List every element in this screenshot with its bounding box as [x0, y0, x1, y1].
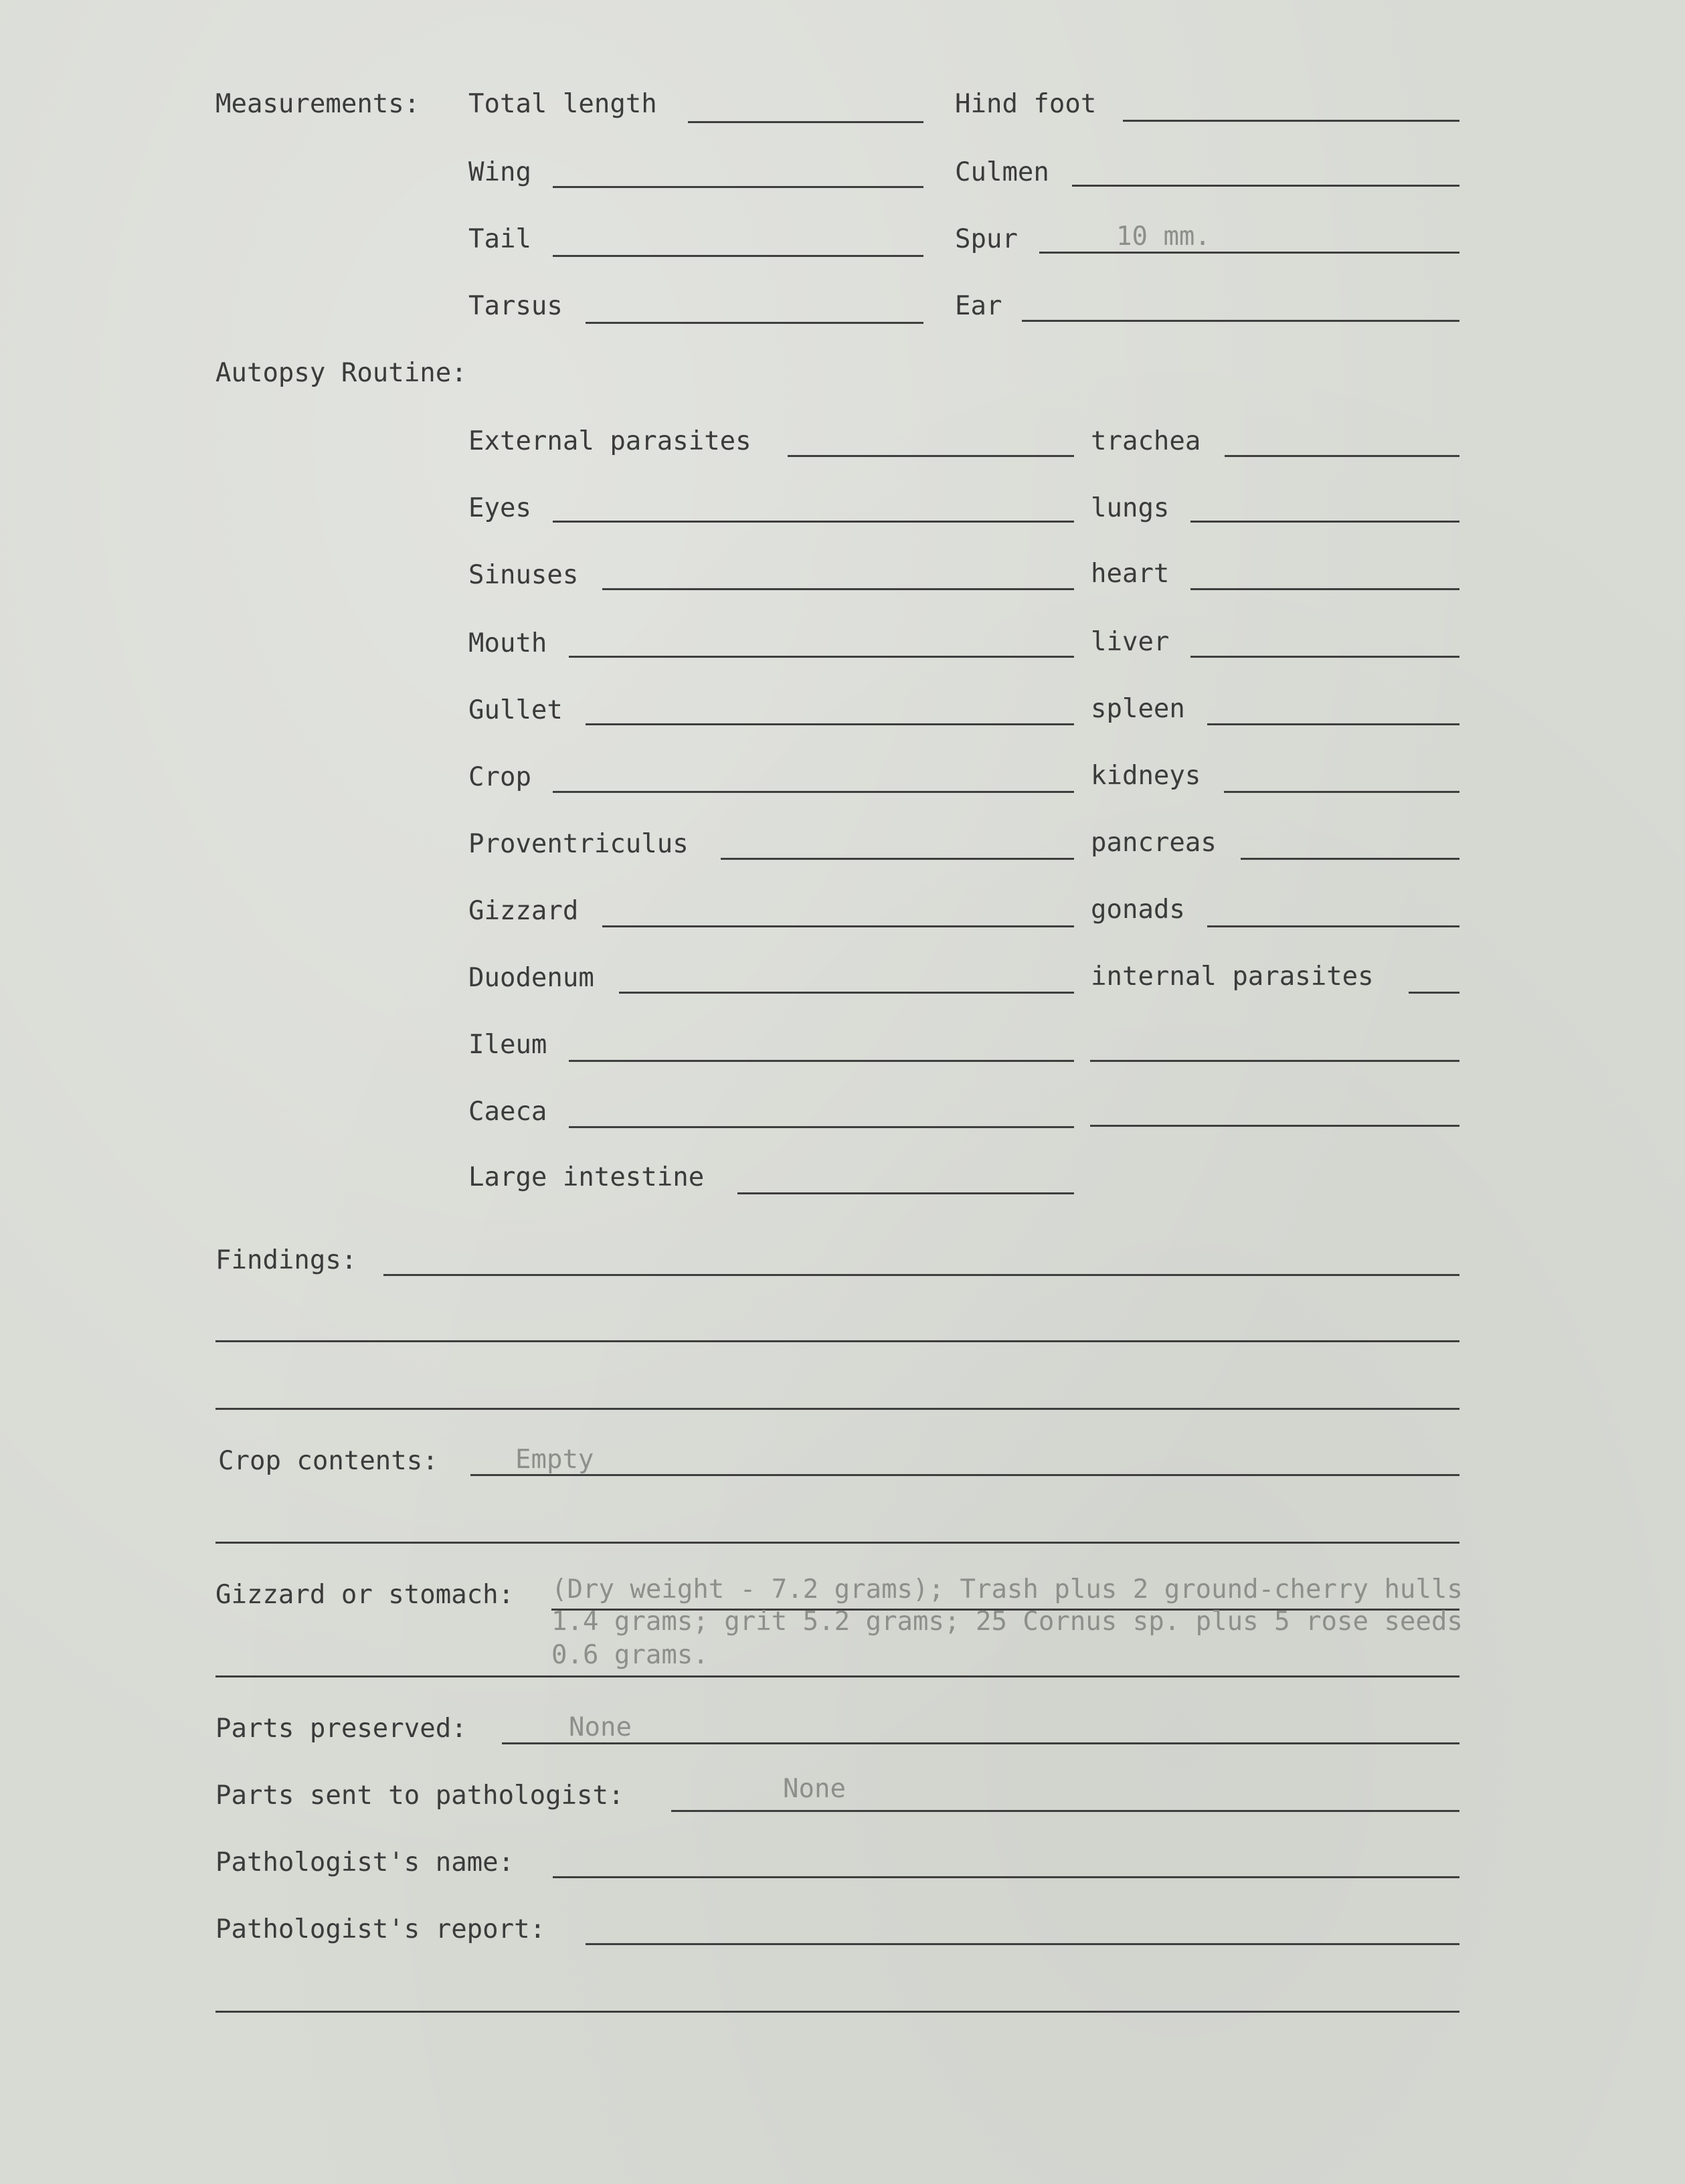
large-intestine-label: Large intestine [468, 1162, 705, 1192]
gizzard-stomach-label: Gizzard or stomach: [215, 1580, 515, 1610]
findings-field-1[interactable] [383, 1274, 1459, 1276]
parts-sent-field[interactable] [671, 1810, 1459, 1812]
eyes-label: Eyes [468, 493, 531, 523]
kidneys-label: kidneys [1091, 761, 1201, 791]
external-parasites-label: External parasites [468, 426, 751, 456]
gizzard-stomach-line-1: (Dry weight - 7.2 grams); Trash plus 2 ground-cherry hulls [551, 1574, 1463, 1605]
parts-preserved-value: None [569, 1712, 632, 1742]
parts-preserved-field[interactable] [502, 1742, 1459, 1744]
culmen-field[interactable] [1072, 185, 1459, 187]
ileum-field[interactable] [569, 1060, 1074, 1062]
wing-label: Wing [468, 157, 531, 187]
gonads-field[interactable] [1207, 925, 1459, 927]
total-length-label: Total length [468, 89, 657, 119]
trachea-label: trachea [1091, 426, 1201, 456]
tail-label: Tail [468, 224, 531, 254]
gullet-label: Gullet [468, 695, 563, 725]
crop-contents-field-2[interactable] [215, 1542, 1459, 1544]
spleen-label: spleen [1091, 694, 1185, 724]
liver-field[interactable] [1190, 656, 1459, 658]
duodenum-label: Duodenum [468, 963, 594, 993]
ear-label: Ear [955, 291, 1002, 321]
crop-contents-label: Crop contents: [218, 1446, 438, 1476]
parts-sent-label: Parts sent to pathologist: [215, 1781, 624, 1811]
crop-label: Crop [468, 762, 531, 792]
mouth-label: Mouth [468, 628, 547, 658]
eyes-field[interactable] [553, 521, 1074, 523]
total-length-field[interactable] [688, 121, 923, 123]
autopsy-routine-label: Autopsy Routine: [215, 358, 467, 388]
proventriculus-label: Proventriculus [468, 829, 689, 859]
mouth-field[interactable] [569, 656, 1074, 658]
parts-preserved-label: Parts preserved: [215, 1714, 467, 1744]
external-parasites-field[interactable] [788, 455, 1074, 457]
findings-label: Findings: [215, 1245, 357, 1275]
wing-field[interactable] [553, 186, 923, 188]
sinuses-label: Sinuses [468, 560, 579, 590]
crop-contents-value: Empty [515, 1445, 594, 1475]
kidneys-field[interactable] [1224, 791, 1459, 793]
extra-right-field-2[interactable] [1090, 1125, 1459, 1127]
pathologist-report-field[interactable] [586, 1943, 1459, 1945]
gonads-label: gonads [1091, 895, 1185, 925]
proventriculus-field[interactable] [721, 858, 1074, 860]
tarsus-label: Tarsus [468, 291, 563, 321]
crop-contents-field[interactable] [470, 1474, 1459, 1476]
sinuses-field[interactable] [602, 588, 1074, 590]
hind-foot-label: Hind foot [955, 89, 1097, 119]
liver-label: liver [1091, 627, 1170, 657]
ear-field[interactable] [1022, 320, 1459, 322]
caeca-field[interactable] [569, 1126, 1074, 1128]
lungs-field[interactable] [1190, 521, 1459, 523]
gullet-field[interactable] [586, 723, 1074, 725]
duodenum-field[interactable] [619, 992, 1074, 994]
pancreas-label: pancreas [1091, 828, 1217, 858]
caeca-label: Caeca [468, 1097, 547, 1127]
gizzard-stomach-line-3: 0.6 grams. [551, 1640, 709, 1670]
spur-label: Spur [955, 224, 1018, 254]
extra-right-field-1[interactable] [1090, 1060, 1459, 1062]
spur-field[interactable] [1039, 252, 1459, 254]
pathologist-name-field[interactable] [553, 1876, 1459, 1878]
pathologist-report-label: Pathologist's report: [215, 1914, 546, 1944]
trachea-field[interactable] [1225, 455, 1459, 457]
findings-field-3[interactable] [215, 1408, 1459, 1410]
tarsus-field[interactable] [586, 322, 923, 324]
ileum-label: Ileum [468, 1030, 547, 1060]
parts-sent-value: None [783, 1774, 846, 1804]
tail-field[interactable] [553, 255, 923, 257]
findings-field-2[interactable] [215, 1340, 1459, 1342]
lungs-label: lungs [1091, 493, 1170, 523]
large-intestine-field[interactable] [737, 1192, 1074, 1194]
heart-field[interactable] [1190, 588, 1459, 590]
internal-parasites-label: internal parasites [1091, 962, 1374, 992]
spur-value: 10 mm. [1116, 221, 1211, 252]
culmen-label: Culmen [955, 157, 1049, 187]
pathologist-report-field-2[interactable] [215, 2011, 1459, 2013]
gizzard-label: Gizzard [468, 896, 579, 926]
pancreas-field[interactable] [1241, 858, 1459, 860]
crop-field[interactable] [553, 791, 1074, 793]
pathologist-name-label: Pathologist's name: [215, 1847, 515, 1878]
gizzard-stomach-line-2: 1.4 grams; grit 5.2 grams; 25 Cornus sp. plus 5 rose seeds [551, 1607, 1463, 1637]
internal-parasites-field[interactable] [1409, 992, 1459, 994]
hind-foot-field[interactable] [1123, 120, 1459, 122]
heart-label: heart [1091, 559, 1170, 589]
spleen-field[interactable] [1207, 723, 1459, 725]
gizzard-field[interactable] [602, 925, 1074, 927]
gizzard-stomach-field-2[interactable] [215, 1675, 1459, 1677]
measurements-label: Measurements: [215, 89, 420, 119]
